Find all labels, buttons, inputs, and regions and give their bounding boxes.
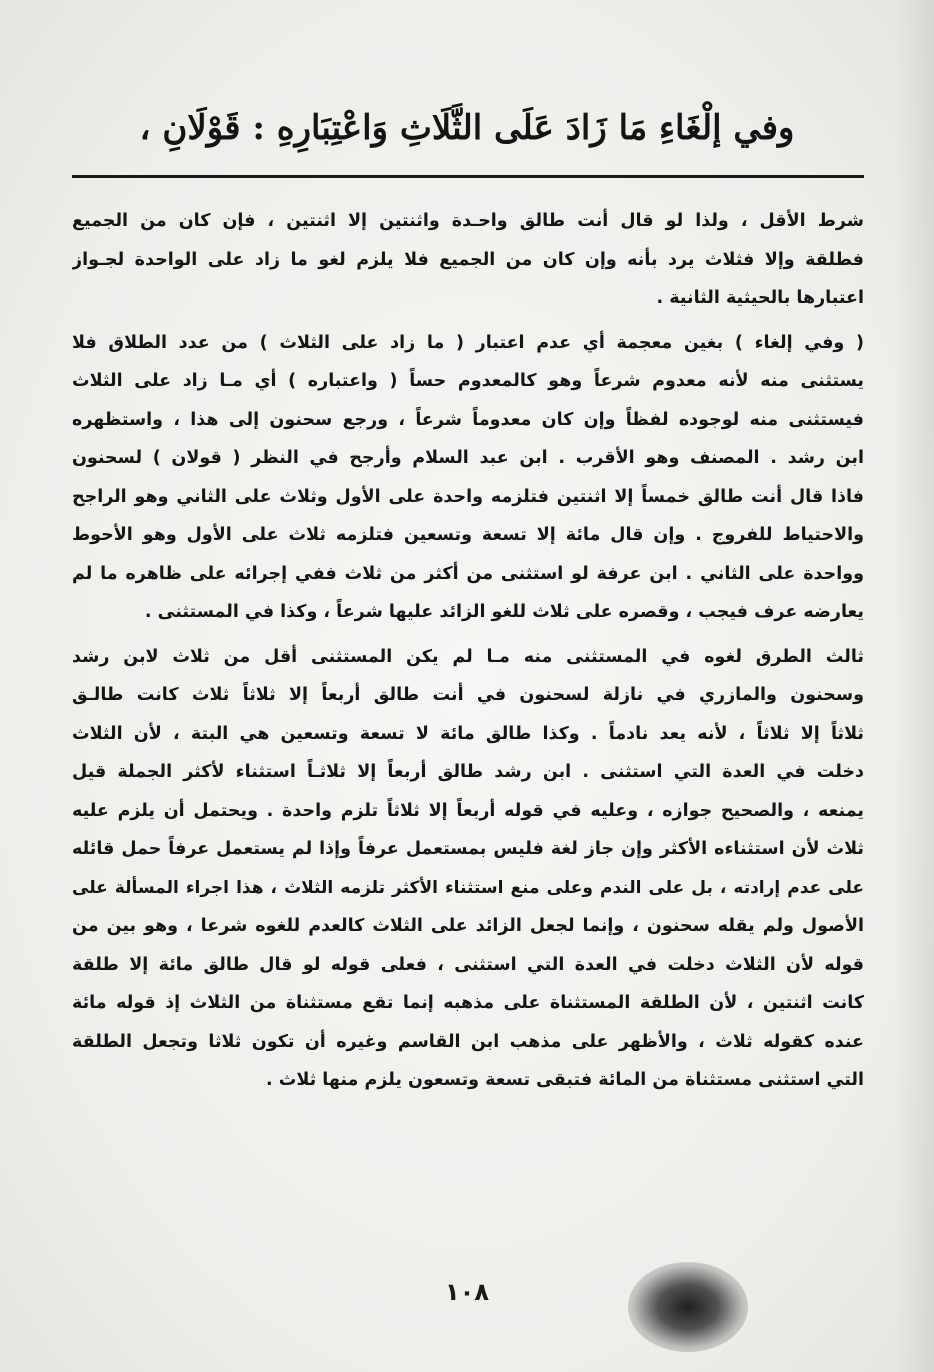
text-line: والاحتياط للفروج . وإن قال مائة إلا تسعة وتسعين فتلزمه ثلاث على الأول وهو الأحوط <box>72 525 864 545</box>
text-line: فاذا قال أنت طالق خمساً إلا اثنتين فتلزمه واحدة على الأول وثلاث على الثاني وهو الراجح <box>72 486 864 507</box>
verse-heading: وفي إلْغَاءِ مَا زَادَ عَلَى الثَّلَاثِ وَاعْتِبَارِهِ : قَوْلَانِ ، <box>139 108 795 148</box>
paragraph <box>72 324 864 632</box>
ink-smudge <box>628 1262 748 1352</box>
text-line: يمنعه ، والصحيح جوازه ، وعليه في قوله أربعاً إلا ثلاثاً تلزم واحدة . ويحتمل أن يلزم عليه <box>72 800 864 821</box>
text-line: ثلاث لأن استثناءه الأكثر وإن جاز لغة فليس بمستعمل عرفاً وإذا لم يستعمل عرفاً حمل قائله <box>72 839 864 859</box>
paragraph <box>72 638 864 1100</box>
text-line: دخلت في العدة التي استثنى . ابن رشد طالق أربعاً إلا ثلاثـاً استثناء لأكثر الجملة قيل <box>72 762 864 782</box>
text-line: كانت اثنتين ، لأن الطلقة المستثناة على مذهبه إنما تقع مستثناة من الثلاث إذ قوله مائة <box>72 993 864 1013</box>
text-line: على عدم إرادته ، بل على الندم وعلى منع استثناء الأكثر تلزمه الثلاث ، هذا اجراء المسألة على <box>72 877 864 898</box>
text-line: قوله لأن الثلاث دخلت في العدة التي استثنى ، فعلى قوله لو قال طالق مائة إلا طلقة <box>72 954 864 975</box>
text-line: عنده كقوله ثلاث ، والأظهر على مذهب ابن القاسم وغيره أن تكون ثلاثا وتجعل الطلقة <box>72 1031 864 1052</box>
scan-edge-shadow <box>894 0 934 1372</box>
paragraph <box>72 202 864 318</box>
text-line: فطلقة وإلا فثلاث يرد بأنه وإن كان من الجميع فلا يلزم لغو ما زاد على الواحدة لجـواز <box>72 249 864 270</box>
text-line: ثلاثاً إلا ثلاثاً ، لأنه يعد نادماً . وكذا طالق مائة لا تسعة وتسعين هي البتة ، لأن الثلاث <box>72 723 864 744</box>
heading-divider <box>72 175 864 178</box>
text-line: ابن رشد . المصنف وهو الأقرب . ابن عبد السلام وأرجح في النظر ( قولان ) لسحنون <box>72 448 864 468</box>
text-line: ثالث الطرق لغوه في المستثنى منه مـا لم يكن المستثنى أقل من ثلاث لابن رشد <box>72 646 864 667</box>
text-line: شرط الأقل ، ولذا لو قال أنت طالق واحـدة واثنتين إلا اثنتين ، فإن كان من الجميع <box>72 211 864 231</box>
text-line: يستثنى منه لأنه معدوم شرعاً وهو كالمعدوم حساً ( واعتباره ) أي مـا زاد على الثلاث <box>72 371 864 391</box>
text-line: وسحنون والمازري في نازلة لسحنون في أنت طالق أربعاً إلا ثلاثاً ثلاث كانت طالـق <box>72 685 864 705</box>
page-number: ١٠٨ <box>445 1278 489 1306</box>
text-line: الأصول ولم يقله سحنون ، وإنما لجعل الزائد على الثلاث كالعدم للغوه شرعا ، وهو بين من <box>72 916 864 936</box>
text-line: التي استثنى مستثناة من المائة فتبقى تسعة وتسعون يلزم منها ثلاث . <box>266 1070 864 1090</box>
text-line: ( وفي إلغاء ) بغين معجمة أي عدم اعتبار ( ما زاد على الثلاث ) من عدد الطلاق فلا <box>72 332 864 353</box>
commentary-body <box>72 202 864 1100</box>
text-line: فيستثنى منه لوجوده لفظاً وإن كان معدوماً شرعاً ، ورجع سحنون إلى هذا ، واستظهره <box>72 409 864 430</box>
text-line: اعتبارها بالحيثية الثانية . <box>656 288 864 308</box>
text-line: يعارضه عرف فيجب ، وقصره على ثلاث للغو الزائد عليها شرعاً ، وكذا في المستثنى . <box>144 602 864 622</box>
text-line: وواحدة على الثاني . ابن عرفة لو استثنى من أكثر من ثلاث ففي إجرائه على ظاهره ما لم <box>72 563 864 584</box>
